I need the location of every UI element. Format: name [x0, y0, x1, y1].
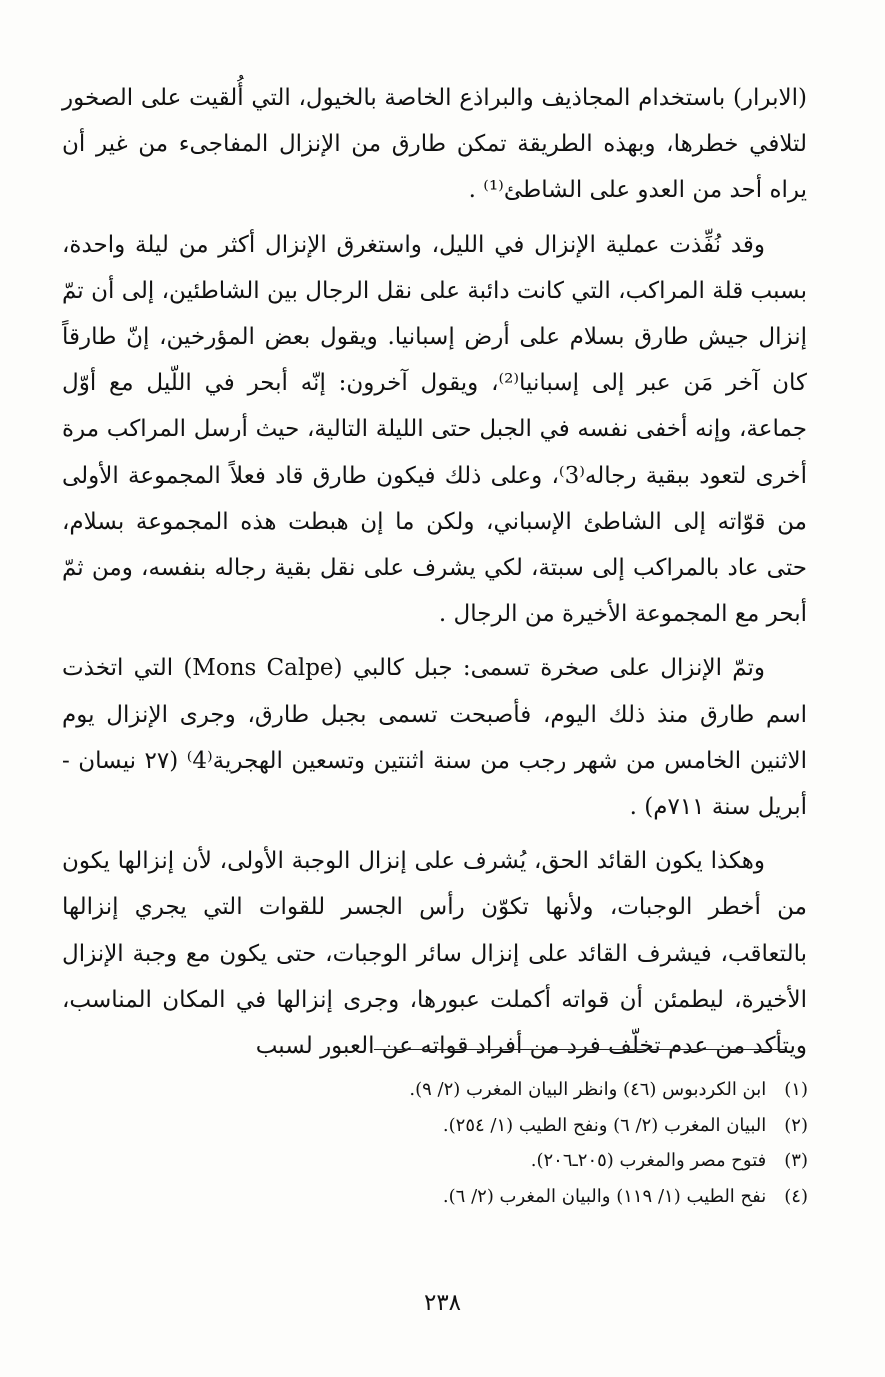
- footnote-text: البيان المغرب (٢/ ٦) ونفح الطيب (١/ ٢٥٤).: [442, 1114, 767, 1136]
- body-text: [62, 75, 807, 1077]
- paragraph-1: (الابرار) باستخدام المجاذيف والبراذع الخاصة بالخيول، التي أُلقيت على الصخور لتلافي خطرها، وبهذه الطريقة تمكن طارق من الإنزال المفاجىء من غير أن يراه أحد من العدو على الشاطئ⁽¹⁾ .: [62, 85, 807, 204]
- footnote-divider: [374, 1049, 785, 1050]
- footnote-text: فتوح مصر والمغرب (٢٠٥ـ٢٠٦).: [530, 1150, 767, 1171]
- page-number: ٢٣٨: [423, 1290, 462, 1316]
- footnote-4: [200, 1179, 808, 1215]
- footnote-text: ابن الكردبوس (٤٦) وانظر البيان المغرب (٢/ ٩).: [409, 1079, 767, 1100]
- footnote-3: [200, 1143, 808, 1179]
- footnote-number: (٢): [784, 1114, 808, 1136]
- paragraph-2: وقد نُفِّذت عملية الإنزال في الليل، واستغرق الإنزال أكثر من ليلة واحدة، بسبب قلة المراكب، التي كانت دائبة على نقل الرجال بين الشاطئين، إلى أن تمّ إنزال جيش طارق بسلام على أرض إسبانيا. ويقول بعض المؤرخين، إنّ طارقاً كان آخر مَن عبر إلى إسبانيا⁽²⁾، ويقول آخرون: إنّه أبحر في اللّيل مع أوّل جماعة، وإنه أخفى نفسه في الجبل حتى الليلة التالية، حيث أرسل المراكب مرة أخرى لتعود ببقية رجاله⁽3⁾، وعلى ذلك فيكون طارق قاد فعلاً المجموعة الأولى من قوّاته إلى الشاطئ الإسباني، ولكن ما إن هبطت هذه المجموعة بسلام، حتى عاد بالمراكب إلى سبتة، لكي يشرف على نقل بقية رجاله بنفسه، ومن ثمّ أبحر مع المجموعة الأخيرة من الرجال .: [62, 231, 807, 628]
- footnote-text: نفح الطيب (١/ ١١٩) والبيان المغرب (٢/ ٦).: [442, 1185, 767, 1207]
- paragraph-3: وتمّ الإنزال على صخرة تسمى: جبل كالبي (Mons Calpe) التي اتخذت اسم طارق منذ ذلك اليوم، فأصبحت تسمى بجبل طارق، وجرى الإنزال يوم الاثنين الخامس من شهر رجب من سنة اثنتين وتسعين الهجرية⁽4⁾ (٢٧ نيسان - أبريل سنة ٧١١م) .: [62, 655, 807, 821]
- footnote-1: [200, 1072, 808, 1108]
- footnotes-list: [200, 1072, 808, 1214]
- footnote-number: (٤): [784, 1185, 808, 1207]
- paragraph-4: وهكذا يكون القائد الحق، يُشرف على إنزال الوجبة الأولى، لأن إنزالها يكون من أخطر الوجبات، ولأنها تكوّن رأس الجسر للقوات التي يجري إنزالها بالتعاقب، فيشرف القائد على إنزال سائر الوجبات، حتى يكون مع وجبة الإنزال الأخيرة، ليطمئن أن قواته أكملت عبورها، وجرى إنزالها في المكان المناسب، ويتأكد من عدم تخلّف فرد من أفراد قواته عن العبور لسبب: [62, 848, 807, 1060]
- footnote-number: (١): [784, 1079, 808, 1100]
- footnote-2: [200, 1108, 808, 1144]
- footnote-number: (٣): [784, 1150, 808, 1171]
